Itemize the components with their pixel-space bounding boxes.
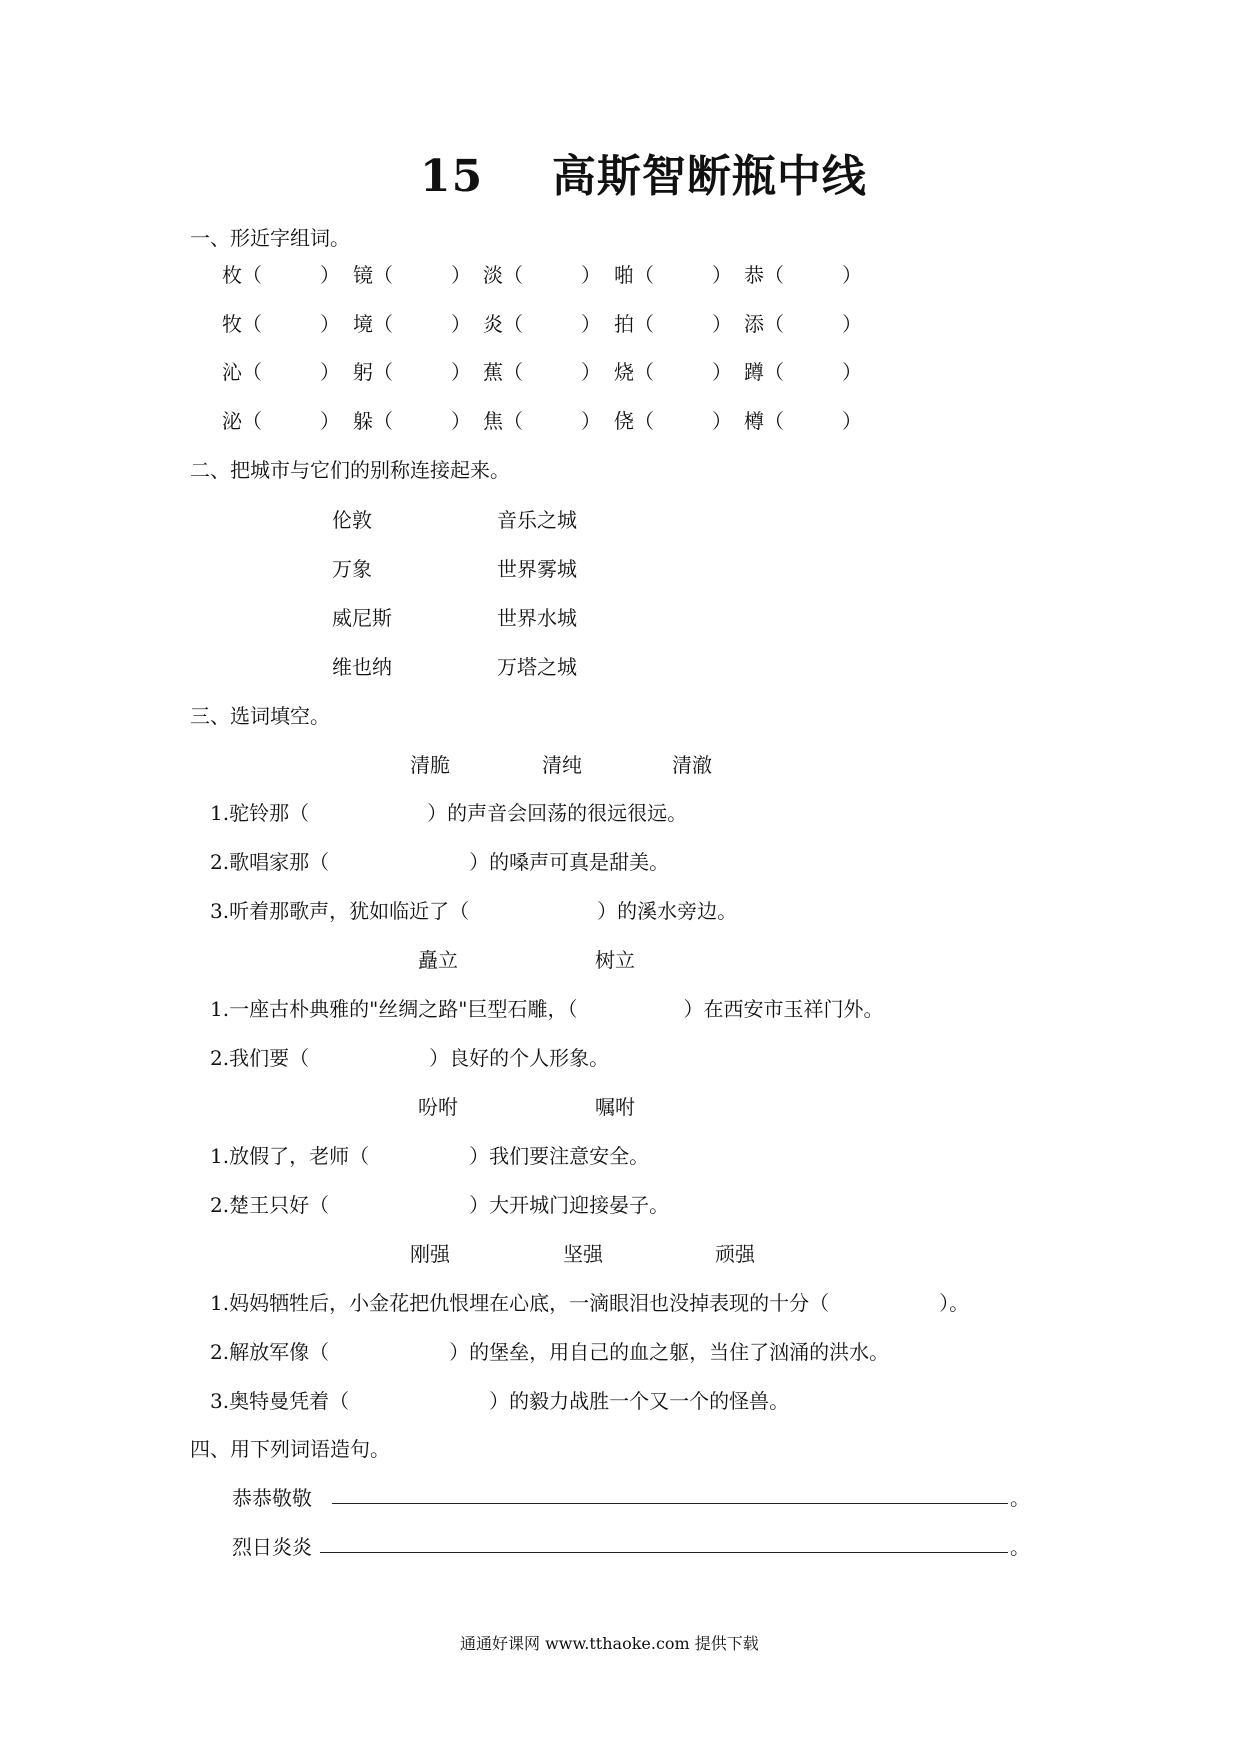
left-paren: （ bbox=[764, 409, 784, 433]
choice-word: 清纯 bbox=[542, 753, 582, 777]
char-cell bbox=[483, 405, 601, 434]
char: 沁 bbox=[222, 360, 242, 384]
right-paren: ） bbox=[842, 263, 862, 287]
char-cell bbox=[353, 405, 471, 434]
right-paren: ） bbox=[320, 312, 340, 336]
char-cell bbox=[222, 405, 340, 434]
choice-word: 坚强 bbox=[563, 1242, 603, 1266]
right-paren: ） bbox=[451, 312, 471, 336]
left-paren: （ bbox=[634, 409, 654, 433]
char: 恭 bbox=[744, 263, 764, 287]
lesson-title: 高斯智断瓶中线 bbox=[551, 151, 867, 202]
char: 烧 bbox=[614, 360, 634, 384]
char: 蹲 bbox=[744, 360, 764, 384]
char: 境 bbox=[353, 312, 373, 336]
char: 镜 bbox=[353, 263, 373, 287]
right-paren: ） bbox=[451, 360, 471, 384]
char: 炎 bbox=[483, 312, 503, 336]
lesson-number: 15 bbox=[420, 151, 484, 202]
fill-item: 2.解放军像（ ）的堡垒，用自己的血之躯，当住了汹涌的洪水。 bbox=[210, 1340, 890, 1364]
fill-item: 1.驼铃那（ ）的声音会回荡的很远很远。 bbox=[210, 801, 688, 825]
fill-item: 2.我们要（ ）良好的个人形象。 bbox=[210, 1046, 610, 1070]
char: 枚 bbox=[222, 263, 242, 287]
char-cell bbox=[222, 356, 340, 385]
sentence-word-2: 烈日炎炎 bbox=[232, 1535, 312, 1559]
choice-word: 树立 bbox=[595, 948, 635, 972]
left-paren: （ bbox=[764, 312, 784, 336]
alias-right-4: 万塔之城 bbox=[497, 655, 577, 679]
left-paren: （ bbox=[764, 360, 784, 384]
fill-item: 3.听着那歌声，犹如临近了（ ）的溪水旁边。 bbox=[210, 899, 738, 923]
left-paren: （ bbox=[634, 263, 654, 287]
right-paren: ） bbox=[320, 409, 340, 433]
page-title bbox=[420, 140, 867, 204]
char: 牧 bbox=[222, 312, 242, 336]
fill-item: 1.放假了，老师（ ）我们要注意安全。 bbox=[210, 1144, 650, 1168]
choice-word: 矗立 bbox=[418, 948, 458, 972]
char-cell bbox=[614, 405, 732, 434]
char-cell bbox=[614, 259, 732, 288]
char-cell bbox=[744, 405, 862, 434]
char: 侥 bbox=[614, 409, 634, 433]
char: 拍 bbox=[614, 312, 634, 336]
fill-item: 2.楚王只好（ ）大开城门迎接晏子。 bbox=[210, 1193, 670, 1217]
left-paren: （ bbox=[503, 263, 523, 287]
left-paren: （ bbox=[373, 409, 393, 433]
right-paren: ） bbox=[581, 409, 601, 433]
alias-right-3: 世界水城 bbox=[497, 606, 577, 630]
char: 焦 bbox=[483, 409, 503, 433]
right-paren: ） bbox=[842, 409, 862, 433]
char-cell bbox=[614, 308, 732, 337]
right-paren: ） bbox=[712, 312, 732, 336]
right-paren: ） bbox=[320, 360, 340, 384]
left-paren: （ bbox=[242, 409, 262, 433]
char-cell bbox=[483, 356, 601, 385]
city-left-3: 威尼斯 bbox=[332, 606, 392, 630]
right-paren: ） bbox=[842, 312, 862, 336]
right-paren: ） bbox=[712, 360, 732, 384]
fill-item: 2.歌唱家那（ ）的嗓声可真是甜美。 bbox=[210, 850, 670, 874]
choice-word: 刚强 bbox=[410, 1242, 450, 1266]
char: 泌 bbox=[222, 409, 242, 433]
char-cell bbox=[222, 259, 340, 288]
fill-item: 1.一座古朴典雅的"丝绸之路"巨型石雕，（ ）在西安市玉祥门外。 bbox=[210, 997, 884, 1021]
section-4-heading: 四、用下列词语造句。 bbox=[190, 1437, 390, 1461]
char-cell bbox=[222, 308, 340, 337]
fill-item: 1.妈妈牺牲后，小金花把仇恨埋在心底，一滴眼泪也没掉表现的十分（ ）。 bbox=[210, 1291, 970, 1315]
right-paren: ） bbox=[581, 263, 601, 287]
choice-word: 顽强 bbox=[715, 1242, 755, 1266]
left-paren: （ bbox=[373, 312, 393, 336]
char: 躲 bbox=[353, 409, 373, 433]
char: 樽 bbox=[744, 409, 764, 433]
right-paren: ） bbox=[712, 263, 732, 287]
left-paren: （ bbox=[503, 312, 523, 336]
sentence-word-1: 恭恭敬敬 bbox=[232, 1486, 312, 1510]
sentence-line-1[interactable] bbox=[332, 1503, 1008, 1504]
left-paren: （ bbox=[634, 360, 654, 384]
char-cell bbox=[614, 356, 732, 385]
left-paren: （ bbox=[242, 263, 262, 287]
left-paren: （ bbox=[764, 263, 784, 287]
left-paren: （ bbox=[634, 312, 654, 336]
char: 躬 bbox=[353, 360, 373, 384]
sentence-end-2: 。 bbox=[1010, 1535, 1030, 1559]
left-paren: （ bbox=[373, 263, 393, 287]
char-cell bbox=[353, 308, 471, 337]
right-paren: ） bbox=[581, 312, 601, 336]
char-cell bbox=[744, 308, 862, 337]
char: 蕉 bbox=[483, 360, 503, 384]
right-paren: ） bbox=[320, 263, 340, 287]
char-cell bbox=[483, 308, 601, 337]
char-cell bbox=[483, 259, 601, 288]
choice-word: 吩咐 bbox=[418, 1095, 458, 1119]
sentence-end-1: 。 bbox=[1010, 1486, 1030, 1510]
alias-right-1: 音乐之城 bbox=[497, 508, 577, 532]
choice-word: 嘱咐 bbox=[595, 1095, 635, 1119]
char-cell bbox=[744, 259, 862, 288]
section-2-heading: 二、把城市与它们的别称连接起来。 bbox=[190, 458, 510, 482]
city-left-1: 伦敦 bbox=[332, 508, 372, 532]
left-paren: （ bbox=[503, 409, 523, 433]
left-paren: （ bbox=[242, 360, 262, 384]
city-left-2: 万象 bbox=[332, 557, 372, 581]
char-cell bbox=[353, 259, 471, 288]
alias-right-2: 世界雾城 bbox=[497, 557, 577, 581]
footer: 通通好课网 www.tthaoke.com 提供下载 bbox=[460, 1634, 759, 1653]
right-paren: ） bbox=[842, 360, 862, 384]
char-cell bbox=[744, 356, 862, 385]
right-paren: ） bbox=[451, 409, 471, 433]
right-paren: ） bbox=[712, 409, 732, 433]
char: 啪 bbox=[614, 263, 634, 287]
section-3-heading: 三、选词填空。 bbox=[190, 704, 330, 728]
right-paren: ） bbox=[451, 263, 471, 287]
left-paren: （ bbox=[242, 312, 262, 336]
char: 添 bbox=[744, 312, 764, 336]
char: 淡 bbox=[483, 263, 503, 287]
city-left-4: 维也纳 bbox=[332, 655, 392, 679]
char-cell bbox=[353, 356, 471, 385]
section-1-heading: 一、形近字组词。 bbox=[190, 226, 350, 250]
left-paren: （ bbox=[503, 360, 523, 384]
choice-word: 清澈 bbox=[672, 753, 712, 777]
right-paren: ） bbox=[581, 360, 601, 384]
choice-word: 清脆 bbox=[410, 753, 450, 777]
fill-item: 3.奥特曼凭着（ ）的毅力战胜一个又一个的怪兽。 bbox=[210, 1389, 790, 1413]
left-paren: （ bbox=[373, 360, 393, 384]
sentence-line-2[interactable] bbox=[320, 1552, 1008, 1553]
